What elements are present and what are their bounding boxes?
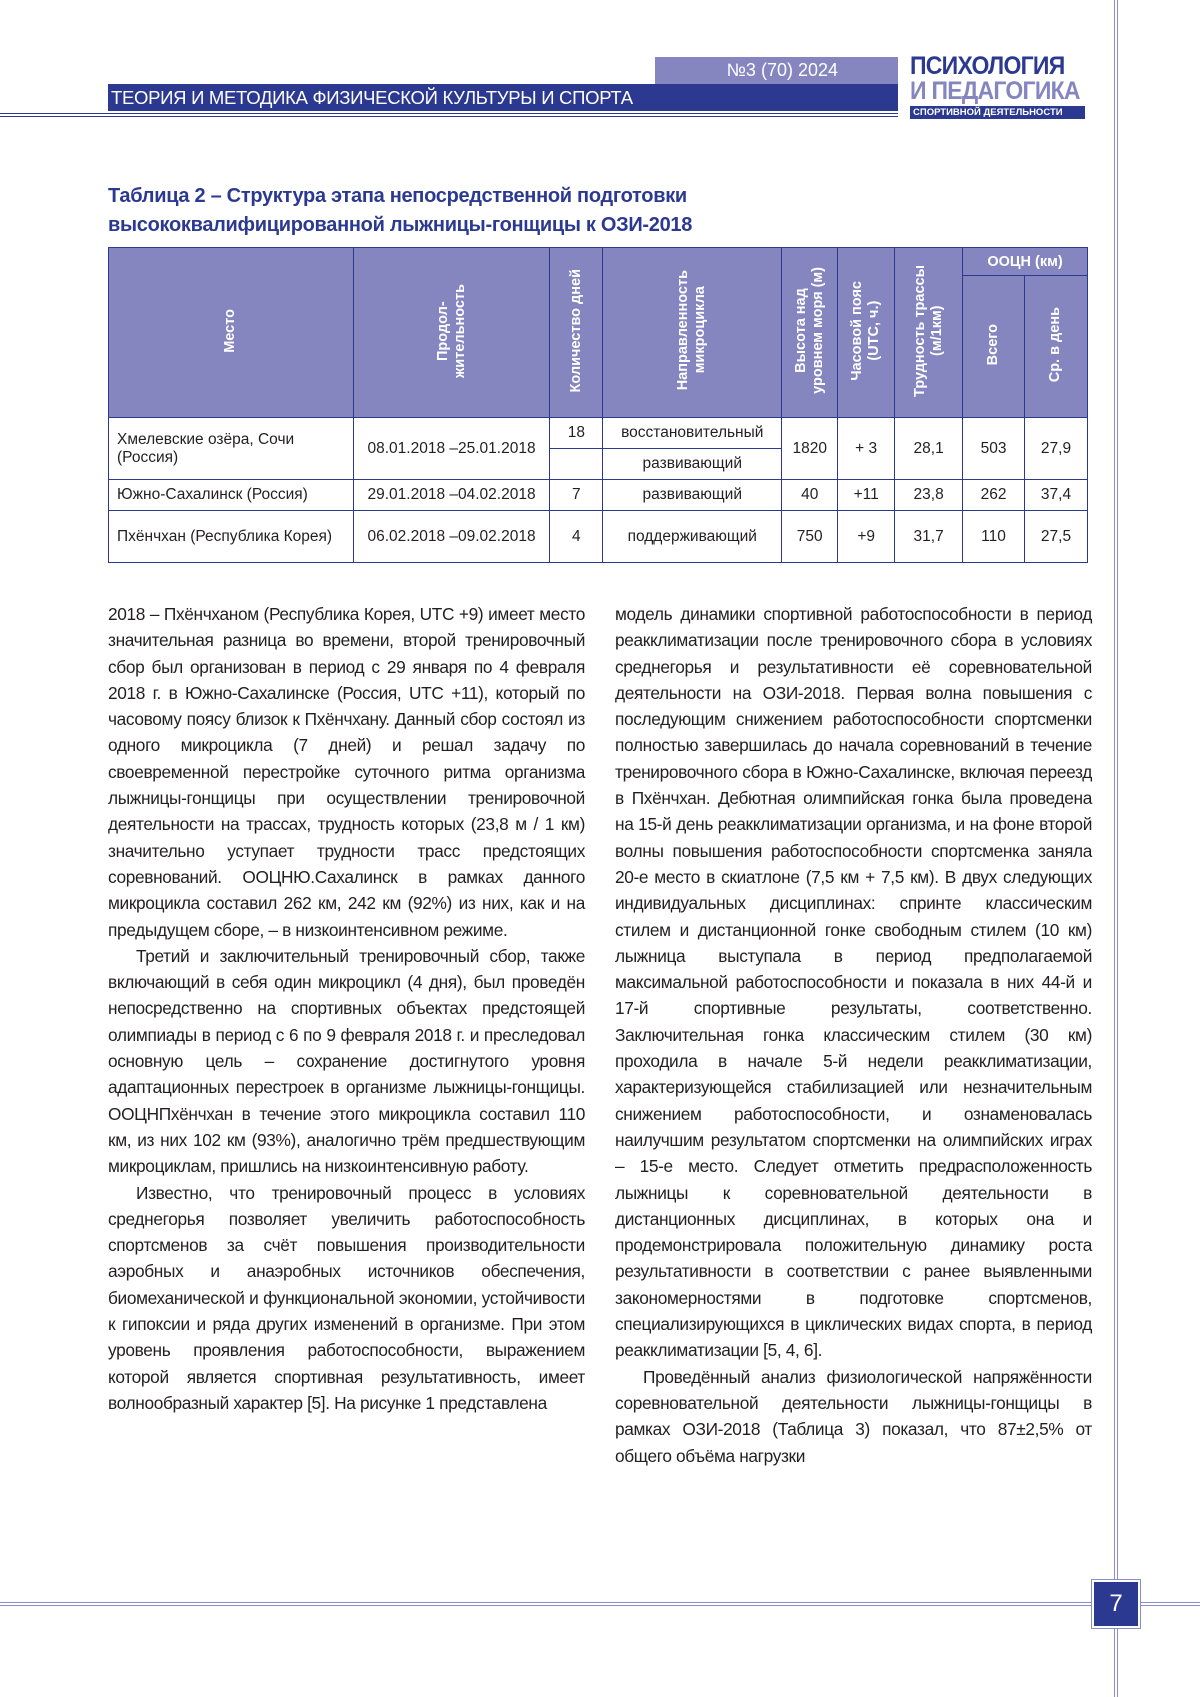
table-row (109, 480, 1088, 511)
paragraph: Проведённый анализ физиологической напряжённости соревновательной деятельности лыжницы-гонщицы в рамках ОЗИ-2018 (Таблица 3) показал, что 87±2,5% от общего объёма нагрузки (615, 1364, 1092, 1469)
header-focus: Направленность микроцикла (603, 248, 782, 418)
text-column-right (615, 601, 1092, 1469)
cell-timezone: +9 (838, 511, 895, 563)
header-altitude: Высота над уровнем моря (м) (782, 248, 838, 418)
logo-line-3: СПОРТИВНОЙ ДЕЯТЕЛЬНОСТИ (910, 106, 1085, 119)
cell-focus: восстановительный (603, 418, 782, 449)
table-title (108, 182, 888, 240)
cell-duration: 29.01.2018 –04.02.2018 (353, 480, 550, 511)
cell-days: 18 (550, 418, 603, 449)
page-number: 7 (1092, 1580, 1140, 1628)
cell-total: 262 (963, 480, 1025, 511)
cell-days: 7 (550, 480, 603, 511)
cell-altitude: 40 (782, 480, 838, 511)
paragraph: 2018 – Пхёнчханом (Республика Корея, UTC +9) имеет место значительная разница во времени, второй тренировочный сбор был организован в период с 29 января по 4 февраля 2018 г. в Южно-Сахалинске (Россия, UTC +11), который по часовому поясу близок к Пхёнчхану. Данный сбор состоял из одного микроцикла (7 дней) и решал задачу по своевременной перестройке суточного ритма организма лыжницы-гонщицы при осуществлении тренировочной деятельности на трассах, трудность которых (23,8 м / 1 км) значительно уступает трудности трасс предстоящих соревнований. ООЦНЮ.Сахалинск в рамках данного микроцикла составил 262 км, 242 км (92%) из них, как и на предыдущем сборе, – в низкоинтенсивном режиме. (108, 601, 585, 943)
journal-logo (910, 54, 1090, 119)
cell-days (550, 449, 603, 480)
table-title-line: высококвалифицированной лыжницы-гонщицы к ОЗИ-2018 (108, 211, 888, 240)
header-duration: Продол- жительность (353, 248, 550, 418)
header-timezone: Часовой пояс (UTC, ч.) (838, 248, 895, 418)
header-days: Количество дней (550, 248, 603, 418)
margin-rule-vertical (1114, 0, 1118, 1697)
cell-place: Южно-Сахалинск (Россия) (109, 480, 354, 511)
cell-days: 4 (550, 511, 603, 563)
paragraph: Третий и заключительный тренировочный сбор, также включающий в себя один микроцикл (4 дня), был проведён непосредственно на спортивных объектах предстоящей олимпиады в период с 6 по 9 февраля 2018 г. и преследовал основную цель – сохранение достигнутого уровня адаптационных перестроек в организме лыжницы-гонщицы. ООЦНПхёнчхан в течение этого микроцикла составил 110 км, из них 102 км (93%), аналогично трём предшествующим микроциклам, пришлись на низкоинтенсивную работу. (108, 943, 585, 1180)
cell-timezone: +11 (838, 480, 895, 511)
running-title: ТЕОРИЯ И МЕТОДИКА ФИЗИЧЕСКОЙ КУЛЬТУРЫ И СПОРТА (108, 84, 898, 111)
table-title-line: Таблица 2 – Структура этапа непосредственной подготовки (108, 182, 888, 211)
cell-place: Пхёнчхан (Республика Корея) (109, 511, 354, 563)
cell-duration: 06.02.2018 –09.02.2018 (353, 511, 550, 563)
header-rule (0, 113, 898, 117)
cell-timezone: + 3 (838, 418, 895, 480)
cell-altitude: 750 (782, 511, 838, 563)
cell-total: 503 (963, 418, 1025, 480)
logo-line-1: ПСИХОЛОГИЯ (910, 54, 1076, 79)
margin-rule-horizontal (0, 1602, 1200, 1606)
table-row (109, 511, 1088, 563)
header-total: Всего (963, 276, 1025, 418)
issue-number: №3 (70) 2024 (655, 57, 898, 84)
cell-place: Хмелевские озёра, Сочи (Россия) (109, 418, 354, 480)
cell-difficulty: 31,7 (895, 511, 963, 563)
cell-difficulty: 28,1 (895, 418, 963, 480)
cell-difficulty: 23,8 (895, 480, 963, 511)
cell-avg: 27,9 (1024, 418, 1087, 480)
paragraph: модель динамики спортивной работоспособности в период реакклиматизации после тренировочного сбора в условиях среднегорья и результативности её соревновательной деятельности на ОЗИ-2018. Первая волна повышения с последующим снижением работоспособности спортсменки полностью завершилась до начала соревнований в течение тренировочного сбора в Южно-Сахалинске, включая переезд в Пхёнчхан. Дебютная олимпийская гонка была проведена на 15-й день реакклиматизации организма, и на фоне второй волны повышения работоспособности спортсменка заняла 20-е место в скиатлоне (7,5 км + 7,5 км). В двух следующих индивидуальных дисциплинах: спринте классическим стилем и дистанционной гонке свободным стилем (10 км) лыжница выступала в период предполагаемой максимальной работоспособности и показала в них 44-й и 17-й спортивные результаты, соответственно. Заключительная гонка классическим стилем (30 км) проходила в начале 5-й недели реакклиматизации, характеризующейся стабилизацией или незначительным снижением работоспособности, и ознаменовалась наилучшим результатом спортсменки на олимпийских играх – 15-е место. Следует отметить предрасположенность лыжницы к соревновательной деятельности в дистанционных дисциплинах, в которых она и продемонстрировала положительную динамику роста результативности в соответствии с ранее выявленными закономерностями в подготовке спортсменов, специализирующихся в циклических видах спорта, в период реакклиматизации [5, 4, 6]. (615, 601, 1092, 1364)
cell-focus: развивающий (603, 449, 782, 480)
header-place: Место (109, 248, 354, 418)
paragraph: Известно, что тренировочный процесс в условиях среднегорья позволяет увеличить работоспособность спортсменов за счёт повышения производительности аэробных и анаэробных источников обеспечения, биомеханической и функциональной экономии, устойчивости к гипоксии и ряда других изменений в организме. При этом уровень проявления работоспособности, выражением которой является спортивная результативность, имеет волнообразный характер [5]. На рисунке 1 представлена (108, 1180, 585, 1417)
cell-duration: 08.01.2018 –25.01.2018 (353, 418, 550, 480)
cell-avg: 37,4 (1024, 480, 1087, 511)
cell-altitude: 1820 (782, 418, 838, 480)
cell-focus: развивающий (603, 480, 782, 511)
cell-avg: 27,5 (1024, 511, 1087, 563)
cell-total: 110 (963, 511, 1025, 563)
header-oocn: ООЦН (км) (963, 248, 1088, 276)
text-column-left (108, 601, 585, 1416)
header-avg: Ср. в день (1024, 276, 1087, 418)
training-structure-table (108, 247, 1088, 563)
logo-line-2: И ПЕДАГОГИКА (910, 79, 1076, 104)
table-row (109, 418, 1088, 449)
cell-focus: поддерживающий (603, 511, 782, 563)
header-difficulty: Трудность трассы (м/1км) (895, 248, 963, 418)
